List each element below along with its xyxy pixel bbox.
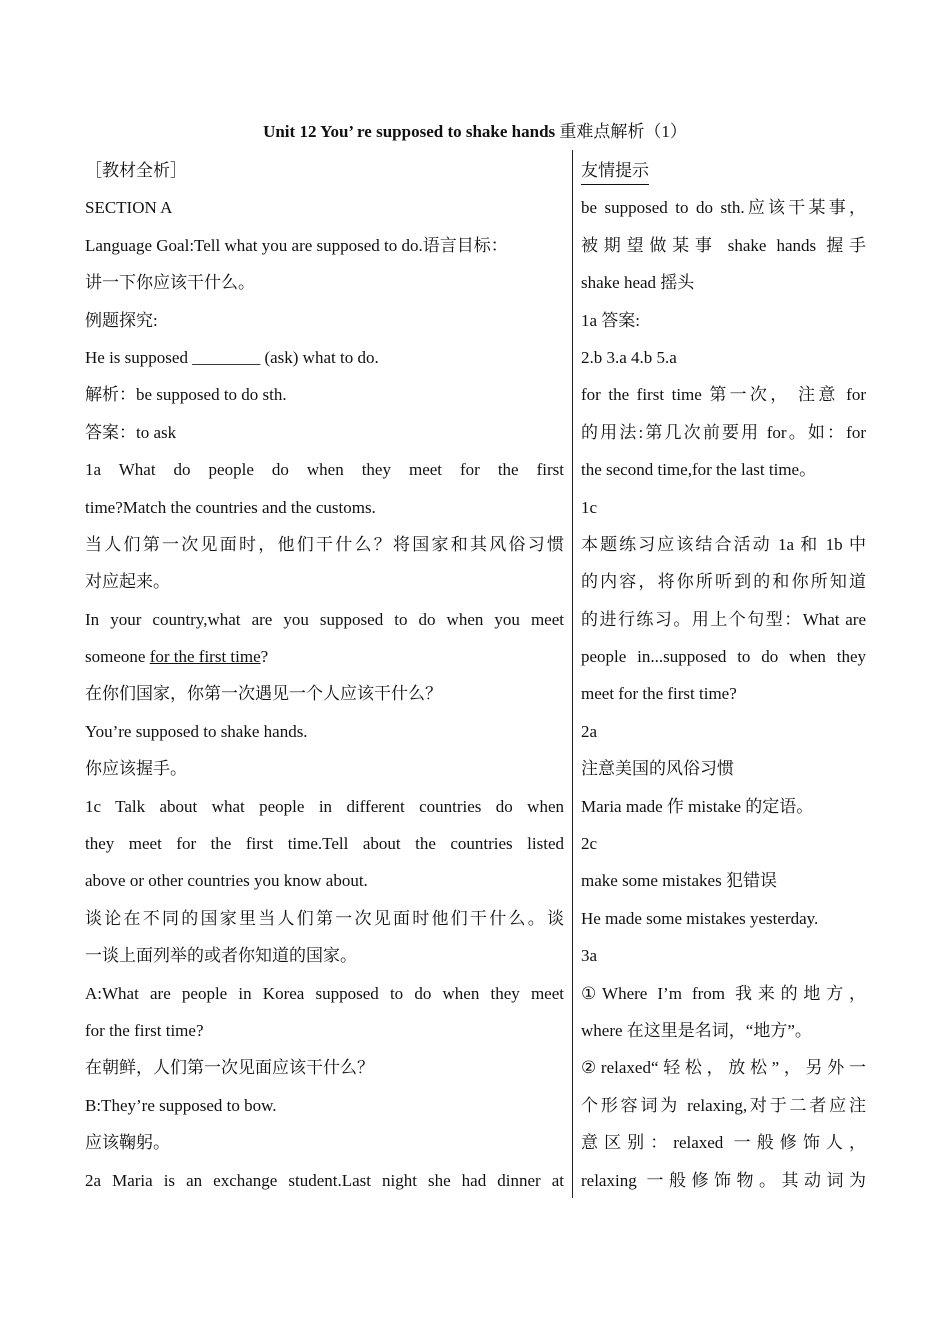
- tips-line-22: 3a: [581, 946, 598, 966]
- tips-heading: 友情提示: [581, 158, 649, 185]
- main-text-line-8: 答案：to ask: [85, 422, 177, 442]
- tips-line-8: 的用法:第几次前要用 for。如：for: [581, 422, 866, 442]
- page-title: [0, 120, 950, 144]
- main-text-line-22: 一谈上面列举的或者你知道的国家。: [85, 946, 357, 966]
- main-text-line-21: 谈论在不同的国家里当人们第一次见面时他们干什么。谈: [85, 908, 564, 928]
- title-english: Unit 12 You’ re supposed to shake hands: [263, 122, 556, 141]
- tips-line-23: ①Where I’m from 我来的地方，: [581, 983, 866, 1003]
- main-text-line-1: ［教材全析］: [85, 161, 187, 180]
- tips-line-24: where 在这里是名词，“地方”。: [581, 1020, 812, 1040]
- tips-line-5: 1a 答案:: [581, 310, 641, 330]
- tips-line-25: ②relaxed“轻松，放松”，另外一: [581, 1058, 866, 1078]
- main-text-line-23: A:What are people in Korea supposed to do when they meet: [85, 983, 564, 1003]
- tips-line-7: for the first time 第一次， 注意 for: [581, 385, 866, 405]
- main-text-line-28: 2a Maria is an exchange student.Last night she had dinner at: [85, 1170, 564, 1190]
- main-text-line-20: above or other countries you know about.: [85, 871, 368, 891]
- tips-line-20: make some mistakes 犯错误: [581, 871, 777, 891]
- tips-line-11: 本题练习应该结合活动 1a 和 1b 中: [581, 534, 866, 554]
- main-text-line-17: 你应该握手。: [85, 759, 187, 779]
- main-text-line-9: 1a What do people do when they meet for the first: [85, 460, 564, 480]
- main-text-line-2: SECTION A: [85, 198, 173, 218]
- tips-line-1: [581, 152, 866, 189]
- main-text-line-3: Language Goal:Tell what you are supposed to do.语言目标：: [85, 235, 508, 255]
- main-text-column: [85, 152, 564, 1199]
- title-chinese: 重难点解析（1）: [559, 122, 687, 141]
- tips-line-10: 1c: [581, 497, 598, 517]
- tips-line-2: be supposed to do sth.应该干某事，: [581, 198, 866, 218]
- tips-line-13: 的进行练习。用上个句型：What are: [581, 609, 866, 629]
- tips-line-4: shake head 摇头: [581, 273, 695, 293]
- tips-line-19: 2c: [581, 834, 598, 854]
- tips-line-15: meet for the first time?: [581, 684, 737, 704]
- main-text-line-27: 应该鞠躬。: [85, 1133, 170, 1153]
- main-text-line-25: 在朝鲜，人们第一次见面应该干什么？: [85, 1058, 374, 1078]
- main-text-line-26: B:They’re supposed to bow.: [85, 1095, 277, 1115]
- main-text-line-4: 讲一下你应该干什么。: [85, 273, 255, 293]
- main-text-line-19: they meet for the first time.Tell about the countries listed: [85, 834, 564, 854]
- tips-line-27: 意区别：relaxed 一般修饰人，: [581, 1133, 866, 1153]
- tips-line-21: He made some mistakes yesterday.: [581, 908, 819, 928]
- main-text-line-12: 对应起来。: [85, 572, 170, 592]
- main-text-line-10: time?Match the countries and the customs.: [85, 497, 376, 517]
- main-text-line-5: 例题探究:: [85, 310, 158, 330]
- main-text-line-11: 当人们第一次见面时，他们干什么？将国家和其风俗习惯: [85, 534, 564, 554]
- tips-line-14: people in...supposed to do when they: [581, 647, 866, 667]
- tips-line-6: 2.b 3.a 4.b 5.a: [581, 347, 677, 367]
- tips-line-18: Maria made 作 mistake 的定语。: [581, 796, 814, 816]
- main-text-line-16: You’re supposed to shake hands.: [85, 721, 308, 741]
- main-text-line-13: In your country,what are you supposed to do when you meet: [85, 609, 564, 629]
- tips-line-3: 被期望做某事 shake hands 握手: [581, 235, 866, 255]
- tips-line-28: relaxing 一般修饰物。其动词为: [581, 1170, 866, 1190]
- tips-line-9: the second time,for the last time。: [581, 460, 817, 480]
- main-text-line-14: someone for the first time?: [85, 647, 269, 667]
- main-text-line-7: 解析：be supposed to do sth.: [85, 385, 287, 405]
- tips-line-17: 注意美国的风俗习惯: [581, 759, 734, 779]
- main-text-line-18: 1c Talk about what people in different countries do when: [85, 796, 564, 816]
- underlined-phrase: for the first time: [149, 647, 261, 667]
- tips-column: [581, 152, 866, 1199]
- main-text-line-15: 在你们国家，你第一次遇见一个人应该干什么？: [85, 684, 442, 704]
- tips-line-12: 的内容，将你所听到的和你所知道: [581, 572, 866, 592]
- tips-line-26: 个形容词为 relaxing,对于二者应注: [581, 1095, 866, 1115]
- main-text-line-24: for the first time?: [85, 1020, 204, 1040]
- column-divider: [572, 150, 573, 1198]
- tips-line-16: 2a: [581, 721, 598, 741]
- main-text-line-6: He is supposed ________ (ask) what to do.: [85, 347, 379, 367]
